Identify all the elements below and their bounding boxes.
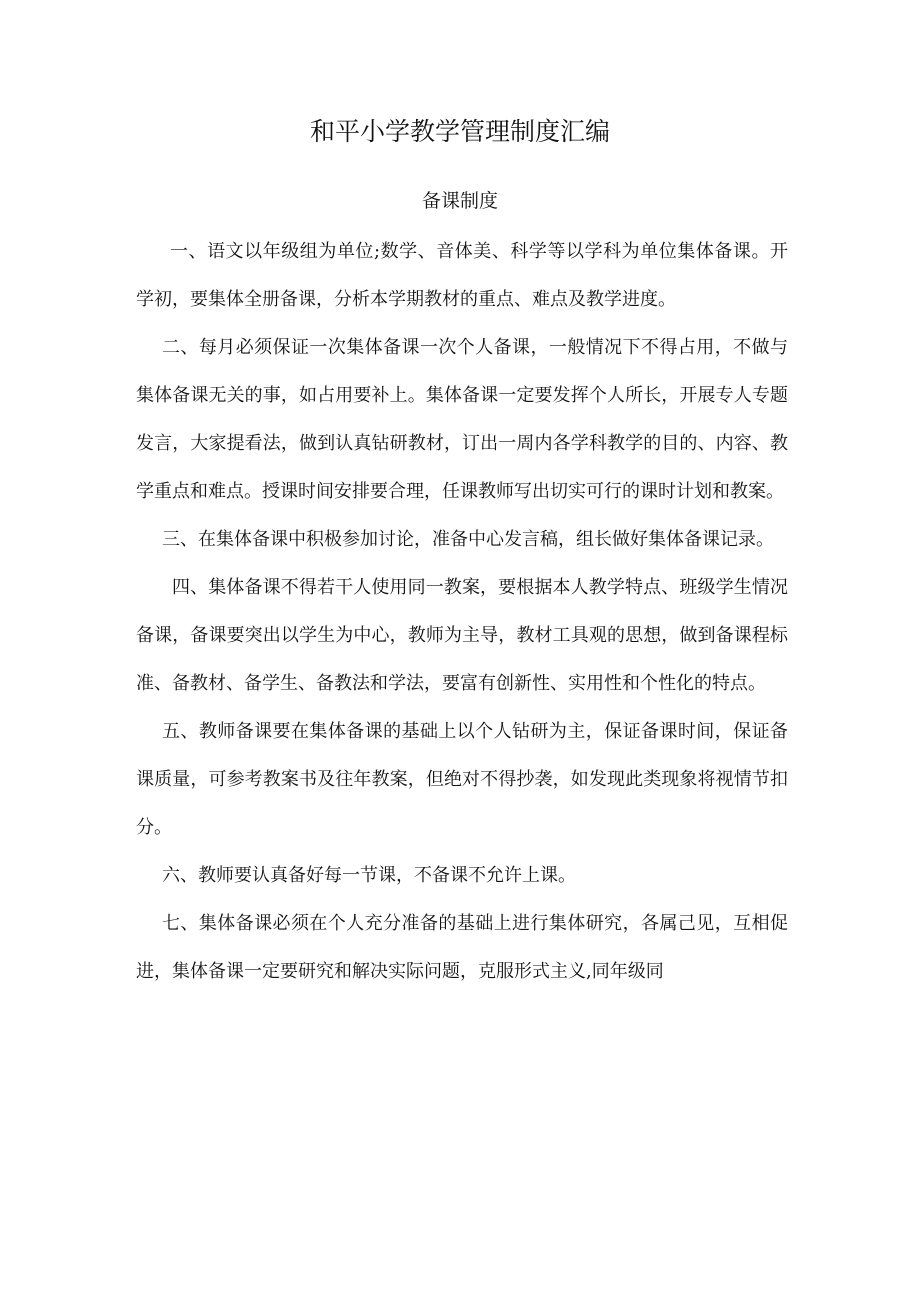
section-title: 备课制度 [421, 190, 498, 212]
paragraph-4: 四、集体备课不得若干人使用同一教案，要根据本人教学特点、班级学生情况备课，备课要突出以学生为中心，教师为主导，教材工具观的思想，做到备课程标准、备教材、备学生、备教法和学法，要富有创新性、实用性和个性化的特点。 [136, 577, 788, 694]
paragraph-7: 七、集体备课必须在个人充分准备的基础上进行集体研究，各属己见，互相促进，集体备课一定要研究和解决实际问题，克服形式主义,同年级同 [136, 913, 788, 982]
document-body [136, 228, 788, 996]
paragraph-3: 三、在集体备课中积极参加讨论，准备中心发言稿，组长做好集体备课记录。 [162, 529, 774, 550]
document-title: 和平小学教学管理制度汇编 [309, 117, 610, 146]
paragraph-1: 一、语文以年级组为单位;数学、音体美、科学等以学科为单位集体备课。开学初，要集体全册备课，分析本学期教材的重点、难点及教学进度。 [136, 241, 788, 310]
paragraph-5: 五、教师备课要在集体备课的基础上以个人钻研为主，保证备课时间，保证备课质量，可参考教案书及往年教案，但绝对不得抄袭，如发现此类现象将视情节扣分。 [136, 721, 788, 838]
paragraph-6: 六、教师要认真备好每一节课，不备课不允许上课。 [162, 865, 576, 886]
paragraph-2: 二、每月必须保证一次集体备课一次个人备课，一般情况下不得占用，不做与集体备课无关的事，如占用要补上。集体备课一定要发挥个人所长，开展专人专题发言，大家提看法，做到认真钻研教材，订出一周内各学科教学的目的、内容、教学重点和难点。授课时间安排要合理，任课教师写出切实可行的课时计划和教案。 [136, 337, 788, 502]
